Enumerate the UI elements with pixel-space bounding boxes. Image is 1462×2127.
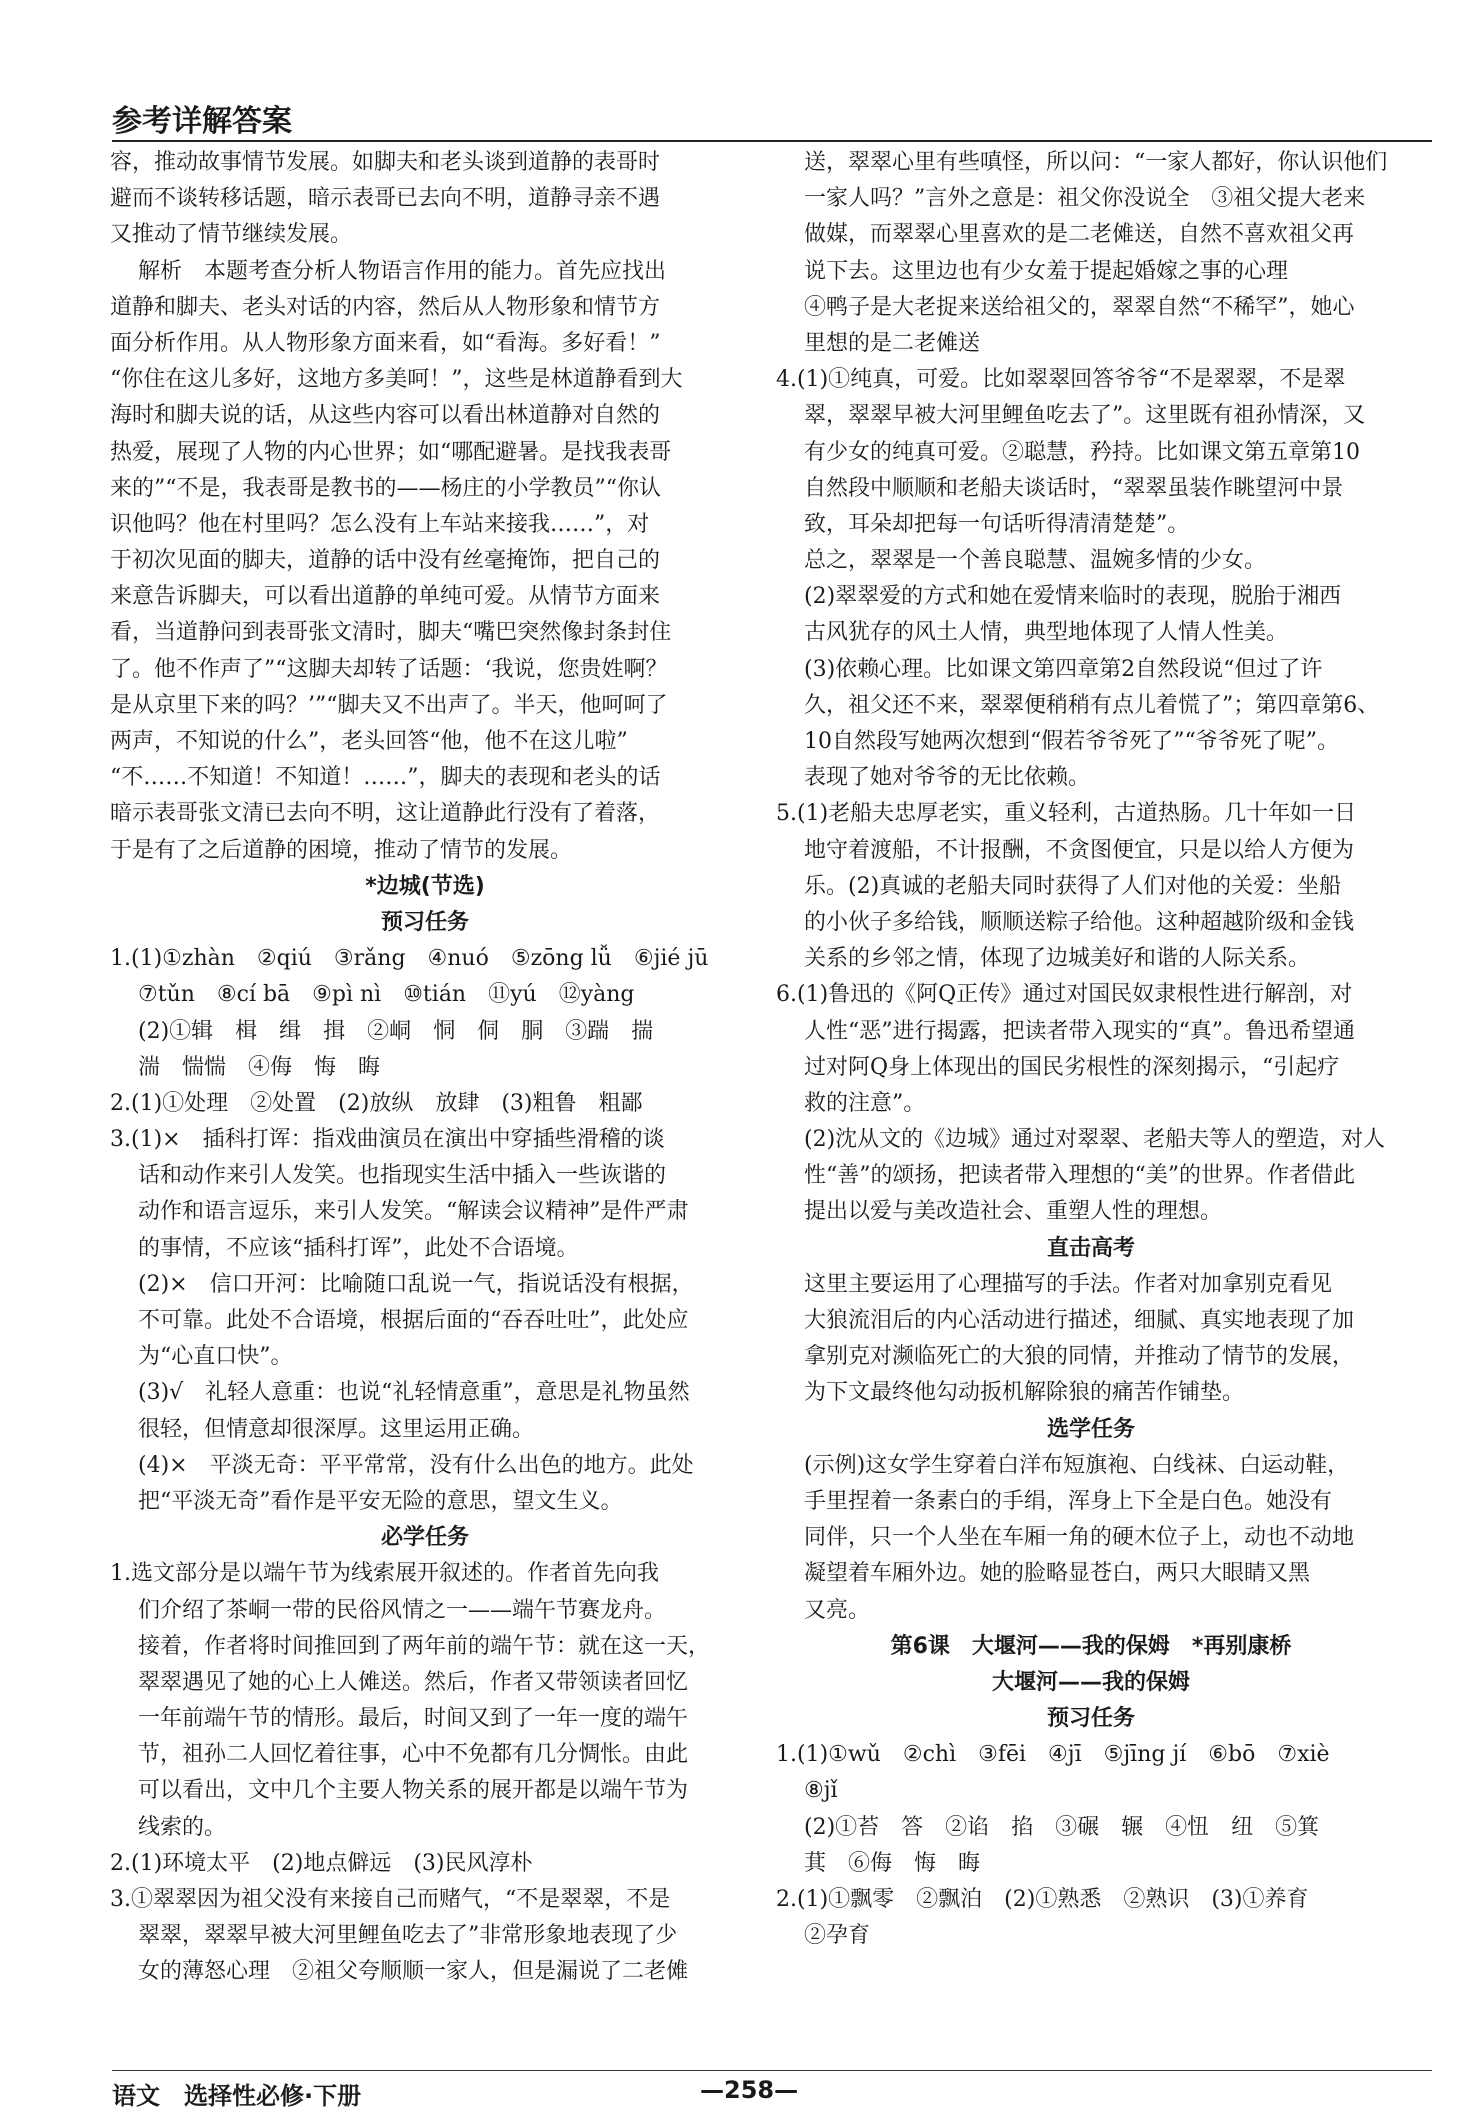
text-line: 看，当道静问到表哥张文清时，脚夫“嘴巴突然像封条封住 — [110, 620, 672, 646]
text-line: 说下去。这里边也有少女羞于提起婚嫁之事的心理 — [804, 258, 1289, 284]
text-line: 的小伙子多给钱，顺顺送粽子给他。这种超越阶级和金钱 — [804, 909, 1355, 935]
right-column — [776, 145, 1406, 1954]
text-line: 这里主要运用了心理描写的手法。作者对加拿别克看见 — [804, 1271, 1333, 1297]
left-column — [110, 145, 740, 1991]
text-line: 海时和脚夫说的话，从这些内容可以看出林道静对自然的 — [110, 403, 661, 429]
text-line: 做媒，而翠翠心里喜欢的是二老傩送，自然不喜欢祖父再 — [804, 222, 1355, 248]
section-heading: *边城(节选) — [365, 873, 485, 899]
text-line: 2.(1)环境太平 (2)地点僻远 (3)民风淳朴 — [110, 1850, 533, 1876]
text-line: 女的薄怒心理 ②祖父夸顺顺一家人，但是漏说了二老傩 — [138, 1959, 689, 1985]
text-line: 自然段中顺顺和老船夫谈话时，“翠翠虽装作眺望河中景 — [804, 475, 1344, 501]
text-line: (2)× 信口开河：比喻随口乱说一气，指说话没有根据， — [138, 1271, 694, 1297]
text-line: 送，翠翠心里有些嗔怪，所以问：“一家人都好，你认识他们 — [804, 150, 1388, 175]
text-line: 关系的乡邻之情，体现了边城美好和谐的人际关系。 — [804, 946, 1311, 972]
text-line: 致，耳朵却把每一句话听得清清楚楚”。 — [804, 511, 1190, 537]
section-heading: 大堰河——我的保姆 — [991, 1669, 1190, 1695]
text-line: 为下文最终他勾动扳机解除狼的痛苦作铺垫。 — [804, 1380, 1245, 1406]
text-line: “你住在这儿多好，这地方多美呵！”，这些是林道静看到大 — [110, 367, 683, 393]
text-line: 拿别克对濒临死亡的大狼的同情，并推动了情节的发展， — [804, 1344, 1355, 1370]
text-line: 过对阿Q身上体现出的国民劣根性的深刻揭示，“引起疗 — [804, 1054, 1340, 1080]
text-line: 又推动了情节继续发展。 — [110, 222, 353, 248]
text-line: 手里捏着一条素白的手绢，浑身上下全是白色。她没有 — [804, 1488, 1333, 1514]
text-line: 凝望着车厢外边。她的脸略显苍白，两只大眼睛又黑 — [804, 1561, 1311, 1587]
text-line: 提出以爱与美改造社会、重塑人性的理想。 — [804, 1199, 1223, 1225]
text-line: 又亮。 — [804, 1597, 871, 1623]
text-line: 有少女的纯真可爱。②聪慧，矜持。比如课文第五章第10 — [804, 439, 1360, 465]
text-line: ⑦tǔn ⑧cí bā ⑨pì nì ⑩tián ⑪yú ⑫yàng — [138, 982, 635, 1008]
text-line: 们介绍了茶峒一带的民俗风情之一——端午节赛龙舟。 — [138, 1597, 667, 1623]
text-line: 不可靠。此处不合语境，根据后面的“吞吞吐吐”，此处应 — [138, 1308, 689, 1333]
text-line: 节，祖孙二人回忆着往事，心中不免都有几分惆怅。由此 — [138, 1742, 689, 1768]
text-line: 翠，翠翠早被大河里鲤鱼吃去了”。这里既有祖孙情深，又 — [804, 403, 1366, 429]
text-line: 很轻，但情意却很深厚。这里运用正确。 — [138, 1416, 535, 1442]
text-line: 大狼流泪后的内心活动进行描述，细腻、真实地表现了加 — [804, 1308, 1355, 1333]
text-line: (3)依赖心理。比如课文第四章第2自然段说“但过了许 — [804, 656, 1323, 682]
text-line: 把“平淡无奇”看作是平安无险的意思，望文生义。 — [138, 1488, 623, 1514]
text-line: 2.(1)①处理 ②处置 (2)放纵 放肆 (3)粗鲁 粗鄙 — [110, 1090, 643, 1116]
footer-subject: 语文 选择性必修·下册 — [112, 2082, 362, 2110]
text-line: 10自然段写她两次想到“假若爷爷死了”“爷爷死了呢”。 — [804, 729, 1339, 754]
text-line: ②孕育 — [804, 1923, 871, 1949]
text-line: 同伴，只一个人坐在车厢一角的硬木位子上，动也不动地 — [804, 1525, 1355, 1551]
text-line: 一家人吗？”言外之意是：祖父你没说全 ③祖父提大老来 — [804, 186, 1366, 212]
text-line: 了。他不作声了”“这脚夫却转了话题：‘我说，您贵姓啊？ — [110, 656, 668, 682]
text-line: 3.①翠翠因为祖父没有来接自己而赌气，“不是翠翠，不是 — [110, 1887, 671, 1912]
text-line: 接着，作者将时间推回到了两年前的端午节：就在这一天， — [138, 1633, 711, 1659]
text-line: ⑧jǐ — [804, 1778, 838, 1804]
text-line: 话和动作来引人发笑。也指现实生活中插入一些诙谐的 — [138, 1163, 667, 1189]
text-line: 的事情，不应该“插科打诨”，此处不合语境。 — [138, 1235, 579, 1261]
text-line: 道静和脚夫、老头对话的内容，然后从人物形象和情节方 — [110, 294, 661, 320]
section-heading: 第6课 大堰河——我的保姆 *再别康桥 — [890, 1633, 1292, 1659]
text-line: 人性“恶”进行揭露，把读者带入现实的“真”。鲁迅希望通 — [804, 1018, 1355, 1044]
text-line: 1.(1)①wǔ ②chì ③fēi ④jī ⑤jīng jí ⑥bō ⑦xiè — [776, 1742, 1330, 1768]
text-line: 里想的是二老傩送 — [804, 330, 981, 356]
text-line: 面分析作用。从人物形象方面来看，如“看海。多好看！” — [110, 330, 661, 356]
section-heading: 选学任务 — [1046, 1416, 1135, 1442]
text-line: 识他吗？他在村里吗？怎么没有上车站来接我……”，对 — [110, 511, 650, 537]
text-line: 两声，不知说的什么”，老头回答“他，他不在这儿啦” — [110, 729, 628, 754]
text-line: (示例)这女学生穿着白洋布短旗袍、白线袜、白运动鞋， — [804, 1452, 1350, 1478]
page-number: —258— — [700, 2076, 799, 2104]
text-line: 地守着渡船，不计报酬，不贪图便宜，只是以给人方便为 — [804, 837, 1355, 863]
header-divider — [112, 140, 1432, 142]
text-line: 于是有了之后道静的困境，推动了情节的发展。 — [110, 837, 573, 863]
text-line: 动作和语言逗乐，来引人发笑。“解读会议精神”是件严肃 — [138, 1199, 689, 1225]
footer-divider — [112, 2070, 1432, 2071]
text-line: (4)× 平淡无奇：平平常常，没有什么出色的地方。此处 — [138, 1452, 694, 1478]
text-line: 性“善”的颂扬，把读者带入理想的“美”的世界。作者借此 — [804, 1163, 1355, 1189]
text-line: (2)翠翠爱的方式和她在爱情来临时的表现，脱胎于湘西 — [804, 584, 1342, 610]
text-line: 古风犹存的风土人情，典型地体现了人情人性美。 — [804, 620, 1289, 646]
page-header-title: 参考详解答案 — [112, 104, 292, 139]
text-line: 一年前端午节的情形。最后，时间又到了一年一度的端午 — [138, 1706, 689, 1732]
text-line: 1.选文部分是以端午节为线索展开叙述的。作者首先向我 — [110, 1561, 659, 1587]
text-line: 是从京里下来的吗？’”“脚夫又不出声了。半天，他呵呵了 — [110, 692, 668, 718]
text-line: (2)①辑 楫 缉 揖 ②峒 恫 侗 胴 ③踹 揣 — [138, 1018, 654, 1044]
section-heading: 预习任务 — [1046, 1706, 1135, 1732]
text-line: 翠翠，翠翠早被大河里鲤鱼吃去了”非常形象地表现了少 — [138, 1923, 678, 1949]
text-line: 1.(1)①zhàn ②qiú ③rǎng ④nuó ⑤zōng lǚ ⑥jié jū — [110, 946, 709, 972]
text-line: 为“心直口快”。 — [138, 1344, 293, 1370]
text-line: 湍 惴惴 ④侮 悔 晦 — [138, 1054, 381, 1080]
text-line: 表现了她对爷爷的无比依赖。 — [804, 765, 1091, 791]
text-line: 6.(1)鲁迅的《阿Q正传》通过对国民奴隶根性进行解剖，对 — [776, 982, 1353, 1008]
text-line: 避而不谈转移话题，暗示表哥已去向不明，道静寻亲不遇 — [110, 186, 661, 212]
text-line: 热爱，展现了人物的内心世界；如“哪配避暑。是找我表哥 — [110, 439, 672, 465]
text-line: (3)√ 礼轻人意重：也说“礼轻情意重”，意思是礼物虽然 — [138, 1380, 690, 1406]
text-line: 解析 本题考查分析人物语言作用的能力。首先应找出 — [138, 258, 667, 284]
text-line: 5.(1)老船夫忠厚老实，重义轻利，古道热肠。几十年如一日 — [776, 801, 1357, 827]
text-line: 容，推动故事情节发展。如脚夫和老头谈到道静的表哥时 — [110, 150, 661, 175]
text-line: 线索的。 — [138, 1814, 227, 1840]
text-line: (2)沈从文的《边城》通过对翠翠、老船夫等人的塑造，对人 — [804, 1127, 1386, 1153]
text-line: 于初次见面的脚夫，道静的话中没有丝毫掩饰，把自己的 — [110, 548, 661, 574]
text-line: 救的注意”。 — [804, 1090, 926, 1116]
text-line: 3.(1)× 插科打诨：指戏曲演员在演出中穿插些滑稽的谈 — [110, 1127, 665, 1153]
text-line: 2.(1)①飘零 ②飘泊 (2)①熟悉 ②熟识 (3)①养育 — [776, 1887, 1309, 1912]
text-line: 来意告诉脚夫，可以看出道静的单纯可爱。从情节方面来 — [110, 584, 661, 610]
text-line: 来的”“不是，我表哥是教书的——杨庄的小学教员”“你认 — [110, 475, 661, 501]
text-line: (2)①苔 答 ②谄 掐 ③碾 辗 ④忸 纽 ⑤箕 — [804, 1814, 1320, 1840]
text-line: 久，祖父还不来，翠翠便稍稍有点儿着慌了”；第四章第6、 — [804, 692, 1380, 718]
text-line: ④鸭子是大老捉来送给祖父的，翠翠自然“不稀罕”，她心 — [804, 294, 1355, 320]
text-line: 4.(1)①纯真，可爱。比如翠翠回答爷爷“不是翠翠，不是翠 — [776, 367, 1346, 393]
text-line: 可以看出，文中几个主要人物关系的展开都是以端午节为 — [138, 1778, 689, 1804]
text-line: 总之，翠翠是一个善良聪慧、温婉多情的少女。 — [804, 548, 1267, 574]
text-line: 暗示表哥张文清已去向不明，这让道静此行没有了着落， — [110, 801, 661, 827]
text-line: 乐。(2)真诚的老船夫同时获得了人们对他的关爱：坐船 — [804, 873, 1342, 899]
section-heading: 必学任务 — [380, 1525, 469, 1551]
section-heading: 预习任务 — [380, 909, 469, 935]
text-line: 翠翠遇见了她的心上人傩送。然后，作者又带领读者回忆 — [138, 1669, 689, 1695]
section-heading: 直击高考 — [1046, 1235, 1135, 1261]
text-line: “不……不知道！不知道！……”，脚夫的表现和老头的话 — [110, 765, 661, 791]
text-line: 萁 ⑥侮 悔 晦 — [804, 1850, 981, 1876]
